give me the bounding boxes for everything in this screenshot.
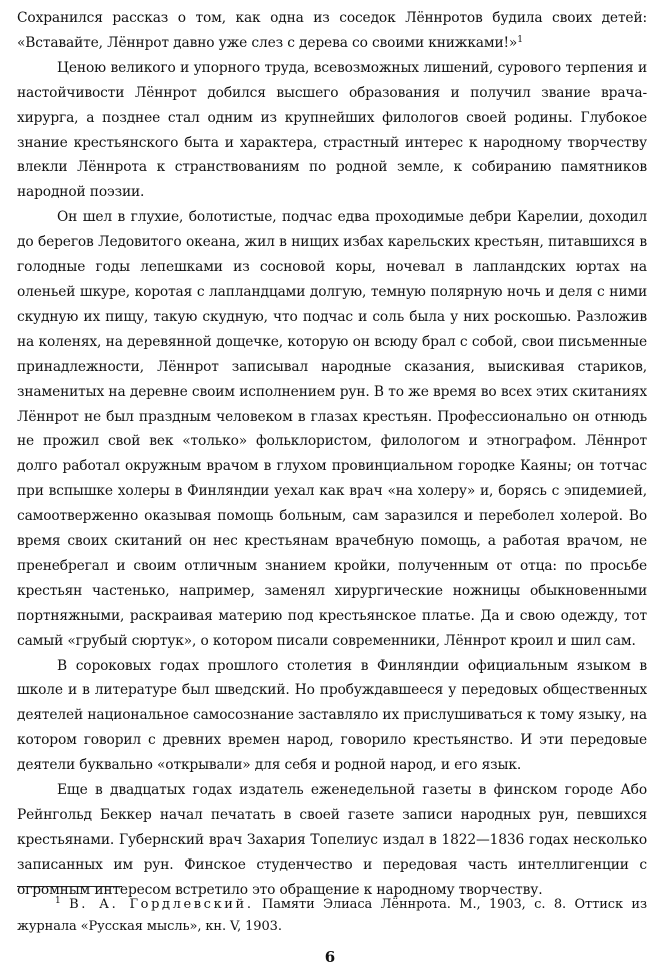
footnote-reference: 1 (517, 34, 523, 45)
footnote-author: В. А. Гордлевский. (69, 897, 254, 912)
footnote-text: Памяти Элиаса Лённрота. М., 1903, с. 8. Оттиск из журнала «Русская мысль», кн. V, 1903. (17, 897, 647, 934)
main-text (17, 6, 647, 903)
paragraph-2: Ценою великого и упорного труда, всевозможных лишений, сурового терпения и настойчивости Лённрот добился высшего образования и получил звание врача-хирурга, а позднее стал одним из крупнейших филологов своей родины. Глубокое знание крестьянского быта и характера, страстный интерес к народному творчеству влекли Лённрота к странствованиям по родной земле, к собиранию памятников народной поэзии. (17, 59, 647, 201)
footnote-divider (17, 886, 122, 887)
footnote (17, 894, 647, 937)
page-number: 6 (324, 948, 336, 966)
paragraph-1 (17, 6, 647, 56)
paragraph-3: Он шел в глухие, болотистые, подчас едва проходимые дебри Карелии, доходил до берегов Ледовитого океана, жил в нищих избах карельских крестьян, питавшихся в голодные годы лепешками из сосновой коры, ночевал в лапландских юртах на оленьей шкуре, коротая с лапландцами долгую, темную полярную ночь и деля с ними скудную их пищу, такую скудную, что подчас и соль была у них роскошью. Разложив на коленях, на деревянной дощечке, которую он всюду брал с собой, свои письменные принадлежности, Лённрот записывал народные сказания, выискивая стариков, знаменитых на деревне своим исполнением рун. В то же время во всех этих скитаниях Лённрот не был праздным человеком в глазах крестьян. Профессионально он отнюдь не прожил свой век «только» фольклористом, филологом и этнографом. Лённрот долго работал окружным врачом в глухом провинциальном городке Каяны; он тотчас при вспышке холеры в Финляндии уехал как врач «на холеру» и, борясь с эпидемией, самоотверженно оказывая помощь больным, сам заразился и переболел холерой. Во время своих скитаний он нес крестьянам врачебную помощь, а работая врачом, не пренебрегал и своим отличным знанием кройки, полученным от отца: по просьбе крестьян частенько, например, заменял хирургические ножницы обыкновенными портняжными, раскраивая материю под крестьянское платье. Да и свою одежду, тот самый «грубый сюртук», о котором писали современники, Лённрот кроил и шил сам. (17, 209, 647, 649)
paragraph-1-text: Сохранился рассказ о том, как одна из соседок Лённротов будила своих детей: «Вставайте, Лённрот давно уже слез с дерева со своими книжками!» (17, 10, 647, 51)
footnote-marker: 1 (55, 896, 61, 906)
paragraph-5: Еще в двадцатых годах издатель еженедельной газеты в финском городе Або Рейнгольд Беккер начал печатать в своей газете записи народных рун, певшихся крестьянами. Губернский врач Захария Топелиус издал в 1822—1836 годах несколько записанных им рун. Финское студенчество и передовая часть интеллигенции с огромным интересом встретило это обращение к народному творчеству. (17, 782, 647, 898)
paragraph-4: В сороковых годах прошлого столетия в Финляндии официальным языком в школе и в литературе был шведский. Но пробуждавшееся у передовых общественных деятелей национальное самосознание заставляло их прислушиваться к тому языку, на котором говорил с древних времен народ, говорило крестьянство. И эти передовые деятели буквально «открывали» для себя и родной народ, и его язык. (17, 657, 647, 774)
